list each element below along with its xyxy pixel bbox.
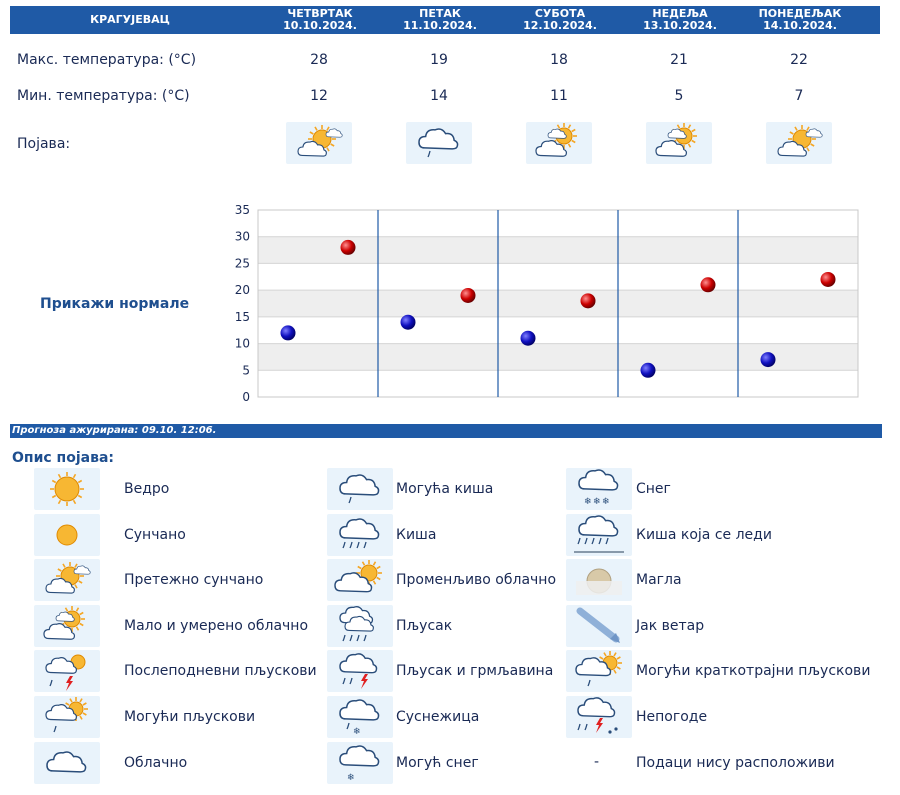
y-tick-label: 25 xyxy=(234,256,250,271)
strong-wind-icon xyxy=(566,605,632,647)
min-temp-value: 12 xyxy=(310,88,328,104)
grid-band xyxy=(258,317,858,344)
legend-label: Могући пљускови xyxy=(124,709,256,725)
rain-icon xyxy=(327,514,393,556)
max-temp-point xyxy=(821,272,836,287)
forecast-updated: Прогноза ажурирана: 09.10. 12:06. xyxy=(10,424,882,438)
partly-cloudy-icon xyxy=(526,122,592,164)
y-tick-label: 15 xyxy=(234,309,250,324)
legend-label: Променљиво облачно xyxy=(396,572,557,589)
legend-label: Јак ветар xyxy=(636,617,705,634)
legend-label: Могућа киша xyxy=(396,481,494,497)
thunder-shower-icon xyxy=(327,650,393,692)
y-tick-label: 35 xyxy=(234,203,250,217)
city-name: КРАГУЈЕВАЦ xyxy=(90,13,170,26)
freezing-rain-icon xyxy=(566,514,632,556)
mostly-sunny-icon xyxy=(286,122,352,164)
legend-label: Послеподневни пљускови xyxy=(124,663,317,680)
legend-label: Сунчано xyxy=(124,526,186,543)
grid-band xyxy=(258,370,858,397)
day-header-4: НЕДЕЉА 13.10.2024. xyxy=(643,7,717,32)
storm-icon xyxy=(566,696,632,738)
possible-rain-icon xyxy=(406,122,472,164)
partly-cloudy-icon xyxy=(646,122,712,164)
min-temp-point xyxy=(281,325,296,340)
legend-label: Подаци нису расположиви xyxy=(636,754,835,771)
possible-snow-icon xyxy=(327,742,393,784)
min-temp-point xyxy=(521,331,536,346)
min-temp-point xyxy=(641,363,656,378)
min-temp-value: 11 xyxy=(550,88,568,104)
max-temp-value: 21 xyxy=(670,52,688,68)
legend-label: Киша xyxy=(396,526,437,543)
phenomenon-label: Појава: xyxy=(17,136,71,152)
sunny-icon xyxy=(34,514,100,556)
possible-rain-icon xyxy=(327,468,393,510)
max-temp-value: 19 xyxy=(430,52,448,68)
max-temp-point xyxy=(341,240,356,255)
legend-label: Ведро xyxy=(124,481,170,497)
svg-text:❄: ❄ xyxy=(584,497,592,507)
no-data-icon: - xyxy=(594,753,600,770)
y-tick-label: 0 xyxy=(242,390,250,404)
day-header-2: ПЕТАК 11.10.2024. xyxy=(403,7,477,32)
min-temp-value: 14 xyxy=(430,88,448,104)
shower-icon xyxy=(327,605,393,647)
grid-band xyxy=(258,290,858,317)
partly-cloudy-icon xyxy=(34,605,100,647)
clear-icon xyxy=(34,468,100,510)
max-temp-point xyxy=(581,293,596,308)
min-temp-point xyxy=(401,315,416,330)
max-temp-value: 28 xyxy=(310,52,328,68)
max-temp-value: 18 xyxy=(550,52,568,68)
min-temp-value: 7 xyxy=(794,88,804,104)
show-normals-link[interactable]: Прикажи нормале xyxy=(40,296,190,312)
svg-text:❄: ❄ xyxy=(353,727,361,737)
day-header-5: ПОНЕДЕЉАК 14.10.2024. xyxy=(758,7,842,32)
sleet-icon xyxy=(327,696,393,738)
legend-label: Пљусак xyxy=(396,617,453,634)
legend-label: Облачно xyxy=(124,754,188,771)
max-temp-value: 22 xyxy=(790,52,808,68)
svg-text:❄: ❄ xyxy=(593,497,601,507)
min-temp-value: 5 xyxy=(674,88,684,104)
day-header-1: ЧЕТВРТАК 10.10.2024. xyxy=(283,7,357,32)
legend-label: Пљусак и грмљавина xyxy=(396,663,554,680)
day-header-3: СУБОТА 12.10.2024. xyxy=(523,7,597,32)
legend-label: Могући краткотрајни пљускови xyxy=(636,663,871,680)
temperature-chart xyxy=(225,200,865,405)
variable-cloudy-icon xyxy=(327,559,393,601)
possible-showers-icon xyxy=(34,696,100,738)
legend-label: Киша која се леди xyxy=(636,526,772,543)
max-temp-label: Макс. температура: (°C) xyxy=(17,52,197,68)
y-tick-label: 20 xyxy=(234,283,250,298)
y-tick-label: 5 xyxy=(242,363,250,378)
legend-label: Снег xyxy=(636,481,671,497)
legend-label: Мало и умерено облачно xyxy=(124,617,309,634)
cloudy-icon xyxy=(34,742,100,784)
mostly-sunny-icon xyxy=(34,559,100,601)
grid-band xyxy=(258,263,858,290)
max-temp-point xyxy=(461,288,476,303)
legend-label: Суснежица xyxy=(396,709,480,725)
fog-icon xyxy=(566,559,632,601)
min-temp-point xyxy=(761,352,776,367)
snow-icon xyxy=(566,468,632,510)
svg-text:❄: ❄ xyxy=(347,772,355,783)
svg-text:❄: ❄ xyxy=(602,497,610,507)
max-temp-point xyxy=(701,277,716,292)
legend-title: Опис појава: xyxy=(12,450,114,466)
legend-label: Претежно сунчано xyxy=(124,572,264,589)
mostly-sunny-icon xyxy=(766,122,832,164)
legend-label: Могућ снег xyxy=(396,754,479,771)
y-tick-label: 30 xyxy=(234,229,250,244)
possible-short-showers-icon xyxy=(566,650,632,692)
forecast-header xyxy=(10,6,880,34)
y-tick-label: 10 xyxy=(234,336,250,351)
grid-band xyxy=(258,210,858,237)
legend-label: Магла xyxy=(636,572,682,589)
legend-label: Непогоде xyxy=(636,709,708,725)
afternoon-showers-icon xyxy=(34,650,100,692)
min-temp-label: Мин. температура: (°C) xyxy=(17,88,190,104)
